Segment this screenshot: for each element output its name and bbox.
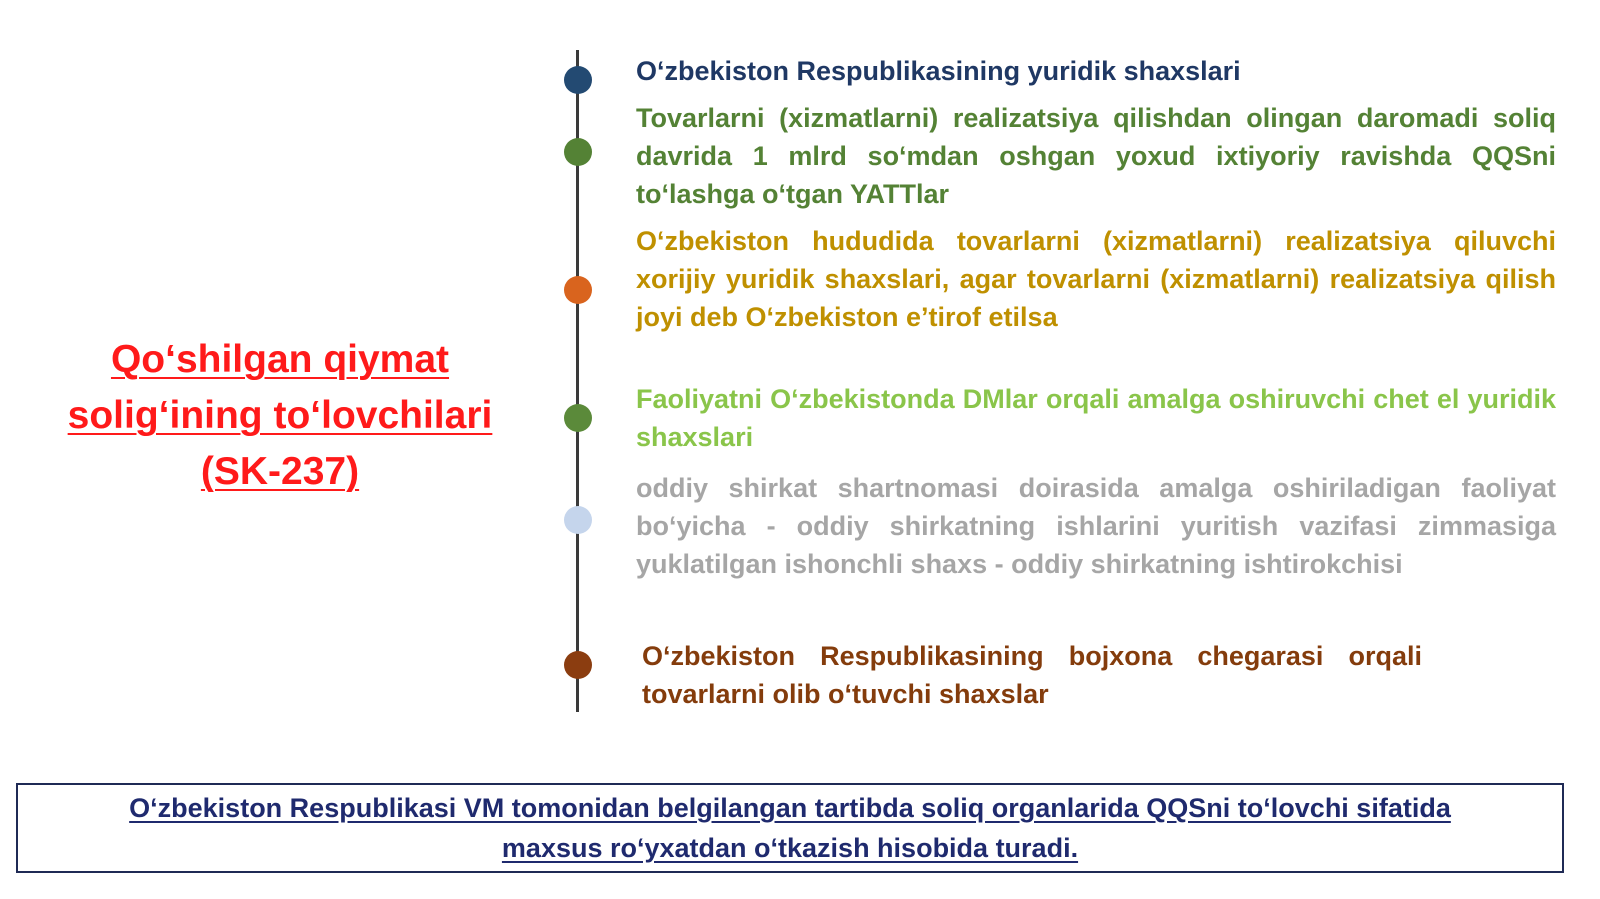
timeline-dot-4 bbox=[564, 404, 592, 432]
timeline-item-2-text: Tovarlarni (xizmatlarni) realizatsiya qilishdan olingan daromadi soliq davrida 1 mlrd so‘mdan oshgan yoxud ixtiyoriy ravishda QQSni to‘lashga o‘tgan YATTlar bbox=[636, 103, 1556, 209]
timeline-item-6 bbox=[642, 637, 1422, 713]
note-text bbox=[129, 788, 1451, 868]
title-line-2: solig‘ining to‘lovchilari bbox=[67, 394, 493, 437]
timeline-item-4 bbox=[636, 380, 1556, 456]
note-line-1: O‘zbekiston Respublikasi VM tomonidan belgilangan tartibda soliq organlarida QQSni to‘lovchi sifatida bbox=[129, 793, 1451, 823]
timeline-item-2 bbox=[636, 99, 1556, 213]
timeline-item-1-text: O‘zbekiston Respublikasining yuridik shaxslari bbox=[636, 56, 1241, 86]
timeline-item-3 bbox=[636, 222, 1556, 336]
diagram-title bbox=[40, 332, 520, 500]
timeline-item-4-text: Faoliyatni O‘zbekistonda DMlar orqali amalga oshiruvchi chet el yuridik shaxslari bbox=[636, 384, 1556, 452]
timeline-item-6-text: O‘zbekiston Respublikasining bojxona chegarasi orqali tovarlarni olib o‘tuvchi shaxslar bbox=[642, 641, 1422, 709]
timeline-item-5 bbox=[636, 469, 1556, 583]
timeline-item-5-text: oddiy shirkat shartnomasi doirasida amalga oshiriladigan faoliyat bo‘yicha - oddiy shirkatning ishlarini yuritish vazifasi zimmasiga yuklatilgan ishonchli shaxs - oddiy shirkatning ishtirokchisi bbox=[636, 473, 1556, 579]
timeline-dot-5 bbox=[564, 506, 592, 534]
timeline-item-3-text: O‘zbekiston hududida tovarlarni (xizmatlarni) realizatsiya qiluvchi xorijiy yuridik shaxslari, agar tovarlarni (xizmatlarni) realizatsiya qilish joyi deb O‘zbekiston e’tirof etilsa bbox=[636, 226, 1556, 332]
timeline-item-1 bbox=[636, 52, 1556, 90]
timeline-dot-2 bbox=[564, 138, 592, 166]
title-line-3: (SK-237) bbox=[200, 450, 360, 493]
note-box bbox=[16, 783, 1564, 873]
timeline-dot-6 bbox=[564, 651, 592, 679]
timeline-dot-3 bbox=[564, 276, 592, 304]
timeline-dot-1 bbox=[564, 66, 592, 94]
title-line-1: Qo‘shilgan qiymat bbox=[110, 338, 450, 381]
note-line-2: maxsus ro‘yxatdan o‘tkazish hisobida turadi. bbox=[501, 833, 1079, 863]
